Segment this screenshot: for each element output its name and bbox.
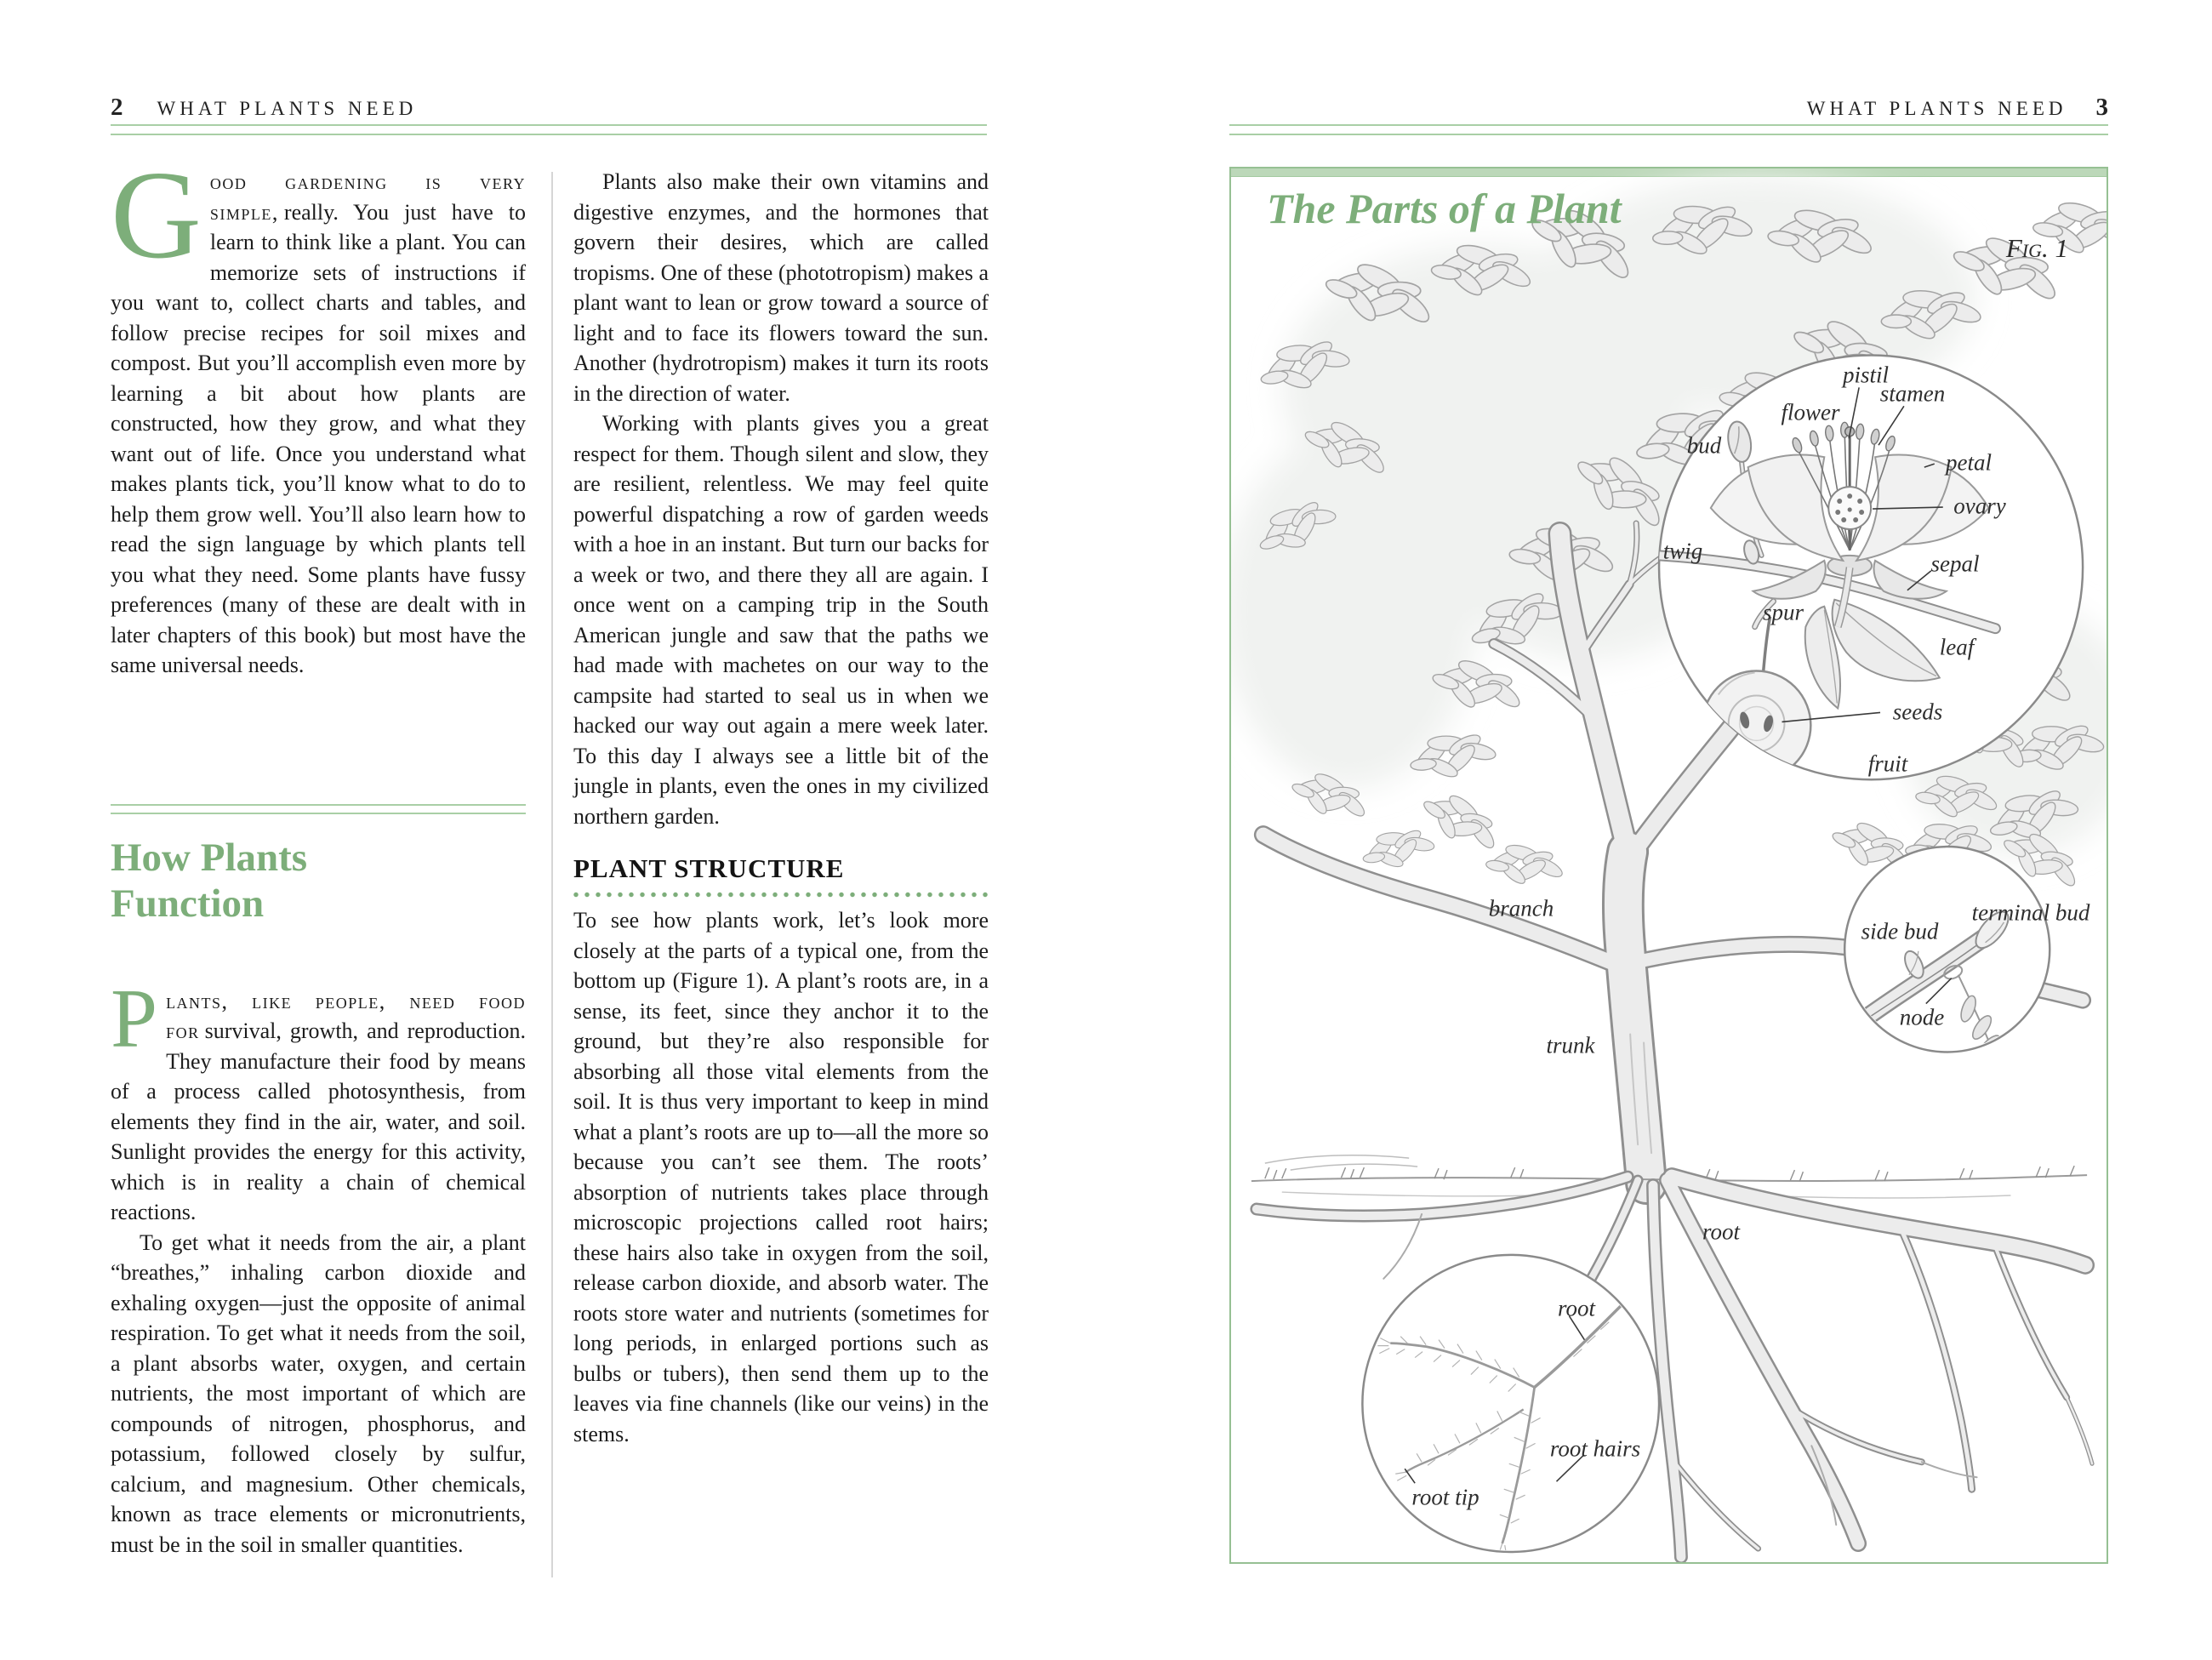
label-terminal-bud: terminal bud — [1971, 899, 2090, 926]
right-page-number: 3 — [2095, 94, 2108, 121]
drop-cap-p: P — [111, 972, 158, 1065]
left-column-2 — [573, 167, 989, 1449]
label-seeds: seeds — [1892, 699, 1943, 725]
label-sepal: sepal — [1930, 550, 1980, 577]
left-page-number: 2 — [111, 94, 123, 121]
left-header-rule — [111, 124, 987, 135]
section-heading-how-plants-function: How Plants Function — [111, 835, 308, 926]
label-pistil: pistil — [1842, 362, 1890, 388]
left-running-head — [111, 94, 417, 122]
label-petal: petal — [1946, 449, 1992, 476]
label-root-hairs: root hairs — [1549, 1435, 1641, 1462]
label-stamen: stamen — [1879, 380, 1946, 407]
left-column-1 — [111, 145, 526, 1560]
label-fruit: fruit — [1867, 750, 1908, 777]
paragraph-good-gardening — [111, 145, 526, 681]
paragraph-plants-need-food — [111, 972, 526, 1228]
lead-small-caps-2: lants, like people, need food for — [166, 988, 526, 1043]
label-root: root — [1702, 1218, 1741, 1245]
right-header-rule — [1229, 124, 2108, 135]
figure-canvas — [1231, 168, 2107, 1562]
paragraph-text: survival, growth, and reproduction. They manufacture their food by means of a process called photosynthesis, from elements they find in the air, water, and soil. Sunlight provides the energy for this activity, which is in reality a chain of chemical reactions. — [111, 1018, 526, 1224]
label-leaf: leaf — [1939, 634, 1975, 660]
drop-cap-g: G — [111, 145, 202, 285]
lead-small-caps: ood gardening is very simple, — [209, 169, 526, 225]
label-spur: spur — [1762, 599, 1804, 625]
label-root-detail: root — [1557, 1295, 1596, 1321]
figure-1-box — [1229, 167, 2108, 1564]
label-bud: bud — [1686, 432, 1722, 459]
paragraph-plant-structure: To see how plants work, let’s look more closely at the parts of a typical one, from the bottom up (Figure 1). A plant’s roots are, in a sense, its feet, since they anchor it to the ground, but they’re also responsible for absorbing all those vital elements from the soil. It is thus very important to keep in mind what a plant’s roots are up to—all the more so because you can’t see them. The roots’ absorption of nutrients takes place through microscopic projections called root hairs; these hairs also take in oxygen from the soil, release carbon dioxide, and absorb water. The roots store water and nutrients (sometimes for long periods, in enlarged portions such as bulbs or tubers), then send them up to the leaves via fine channels (like our veins) in the stems. — [573, 908, 989, 1446]
dotted-rule — [573, 892, 989, 898]
label-twig: twig — [1662, 538, 1703, 564]
paragraph-air-and-soil: To get what it needs from the air, a plant “breathes,” inhaling carbon dioxide and exhaling oxygen—just the opposite of animal respiration. To get what it needs from the soil, a plant absorbs water, oxygen, and certain nutrients, the most important of which are compounds of nitrogen, phosphorus, and potassium, followed closely by sulfur, calcium, and magnesium. Other chemicals, known as trace elements or micronutrients, must be in the soil in smaller quantities. — [111, 1229, 526, 1557]
label-flower: flower — [1781, 399, 1840, 425]
label-side-bud: side bud — [1861, 918, 1939, 944]
left-running-head-title: WHAT PLANTS NEED — [157, 98, 418, 119]
label-trunk: trunk — [1546, 1032, 1595, 1058]
label-branch: branch — [1488, 895, 1554, 921]
figure-number: Fig. 1 — [2005, 233, 2068, 263]
paragraph-text: really. You just have to learn to think like a plant. You can memorize sets of instructions if you want to, collect charts and tables, and follow precise recipes for soil mixes and compost. But you’ll accomplish even more by learning a bit about how plants are constructed, how they grow, and what they want out of life. Once you understand what makes plants tick, you’ll know what to do to help them grow well. You’ll also learn how to read the sign language by which plants tell you what they need. Some plants have fussy preferences (many of these are dealt with in later chapters of this book) but most have the same universal needs. — [111, 199, 526, 677]
right-running-head — [1229, 94, 2108, 122]
column-divider — [551, 172, 553, 1577]
paragraph-working-with-plants: Working with plants gives you a great respect for them. Though silent and slow, they are resilient, relentless. We may feel quite powerful dispatching a row of garden weeds with a hoe in an instant. But turn our backs for a week or two, and there they all are again. I once went on a camping trip in the South American jungle and saw that the paths we had made with machetes on our way to the campsite had started to seal us in when we hacked our way out again a mere week later. To this day I always see a little bit of the jungle in plants, even the ones in my civilized northern garden. — [573, 411, 989, 829]
paragraph-vitamins: Plants also make their own vitamins and digestive enzymes, and the hormones that govern their desires, which are called tropisms. One of these (phototropism) makes a plant want to lean or grow toward a source of light and to face its flowers toward the sun. Another (hydrotropism) makes it turn its roots in the direction of water. — [573, 169, 989, 406]
right-running-head-title: WHAT PLANTS NEED — [1806, 98, 2067, 119]
label-node: node — [1899, 1004, 1945, 1030]
bud-detail-circle — [1844, 847, 2050, 1052]
sub-heading-plant-structure: PLANT STRUCTURE — [573, 853, 845, 883]
label-ovary: ovary — [1953, 493, 2006, 519]
figure-title: The Parts of a Plant — [1267, 185, 1622, 232]
plant-illustration — [1231, 168, 2107, 1562]
label-root-tip: root tip — [1411, 1484, 1479, 1510]
section-rule — [111, 804, 526, 814]
